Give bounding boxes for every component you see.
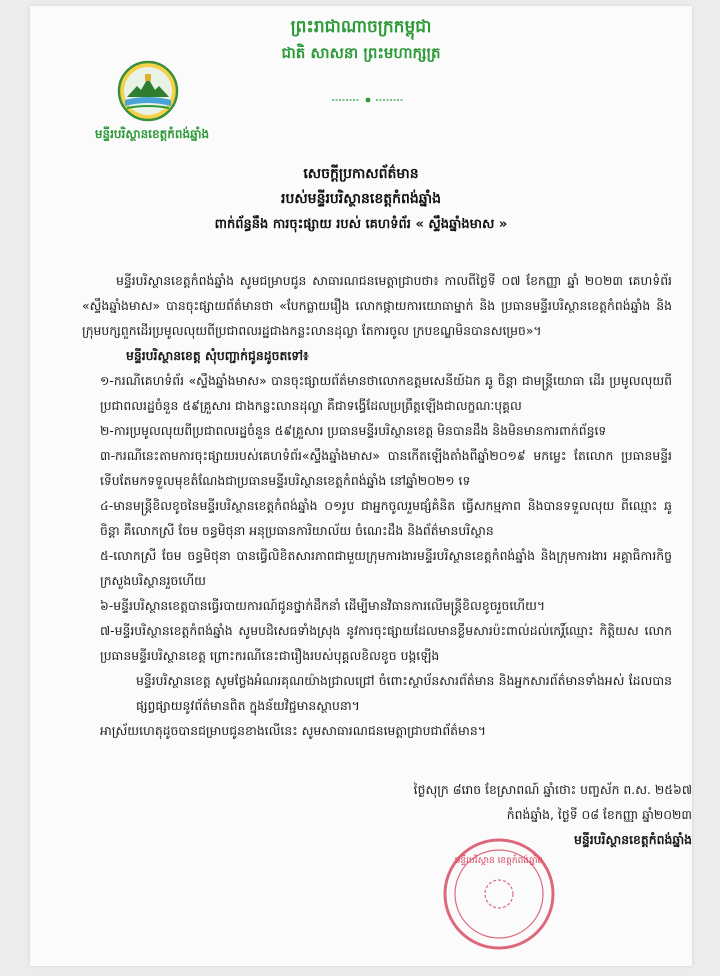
seal-text: មន្ទីរបរិស្ថាន ខេត្តកំពង់ឆ្នាំង xyxy=(454,856,544,866)
signer-title: មន្ទីរបរិស្ថានខេត្តកំពង់ឆ្នាំង xyxy=(574,832,692,847)
kingdom-header xyxy=(30,14,692,66)
national-motto: ជាតិ សាសនា ព្រះមហាក្សត្រ xyxy=(281,44,441,62)
closing-paragraph: អាស្រ័យហេតុដូចបានជម្រាបជូនខាងលើនេះ សូមសាធារណជនមេត្តាជ្រាបជាព័ត៌មាន។ xyxy=(100,723,486,738)
clarification-heading: មន្ទីរបរិស្ថានខេត្ត សុំបញ្ជាក់ជូនដូចតទៅ៖ xyxy=(126,348,309,363)
list-item-4: ៤-មានមន្ត្រីខិលខូចនៃមន្ទីរបរិស្ថានខេត្តកំពង់ឆ្នាំង ០១រូប ជាអ្នកចូលរួមផ្សំគំនិត ធ្វើសកម្មភាព និងបានទទួលលុយ ពីឈ្មោះ ឆូ ចិន្តា គឺលោកស្រី ចែម ចន្ធមិថុនា អនុប្រធានការិយាល័យ ចំណេះដឹង និងព័ត៌មានបរិស្ថាន xyxy=(100,498,672,538)
list-item-5: ៥-លោកស្រី ចែម ចន្ធមិថុនា បានធ្វើលិខិតសារភាពជាមួយក្រុមការងារមន្ទីរបរិស្ថានខេត្តកំពង់ឆ្នាំង និងក្រុមការងារ អគ្គាធិការកិច្ចក្រសួងបរិស្ថានរួចហើយ xyxy=(100,548,672,588)
place-date: កំពង់ឆ្នាំង, ថ្ងៃទី ០៨ ខែកញ្ញា ឆ្នាំ២០២៣ xyxy=(506,807,692,822)
lunar-date: ថ្ងៃសុក្រ ៨រោច ខែស្រាពណ៍ ឆ្នាំថោះ បញ្ចស័ក ព.ស. ២៥៦៧ xyxy=(413,782,692,797)
title-line-3: ពាក់ព័ន្ធនឹង ការចុះផ្សាយ របស់ គេហទំព័រ « ស្ទឹងឆ្នាំងមាស » xyxy=(214,217,508,232)
announcement-title xyxy=(30,162,692,237)
intro-paragraph: មន្ទីរបរិស្ថានខេត្តកំពង់ឆ្នាំង សូមជម្រាបជូន សាធារណជនមេត្តាជ្រាបថា៖ កាលពីថ្ងៃទី ០៧ ខែកញ្ញា ឆ្នាំ ២០២៣ គេហទំព័រ «ស្ទឹងឆ្នាំងមាស» បានចុះផ្សាយព័ត៌មានថា «បែកធ្លាយរឿង លោកផ្កាយការយោធាម្នាក់ និង ប្រធានមន្ទីរបរិស្ថានខេត្តកំពង់ឆ្នាំង និងក្រុមបក្សពួកដើរប្រមូលលុយពីប្រជាពលរដ្ឋជាងកន្លះលានដុល្លា តែការចូល ក្របខណ្ឌមិនបានសម្រេច»។ xyxy=(82,273,672,338)
document-page xyxy=(30,6,692,966)
thanks-paragraph: មន្ទីរបរិស្ថានខេត្ត សូមថ្លែងអំណរគុណយ៉ាងជ្រាលជ្រៅ ចំពោះស្ថាប័នសារព័ត៌មាន និងអ្នកសារព័ត៌មានទាំងអស់ ដែលបានផ្សព្វផ្សាយនូវព័ត៌មានពិត ក្នុងន័យវិជ្ជមានស្ថាបនា។ xyxy=(136,673,672,713)
kingdom-name: ព្រះរាជាណាចក្រកម្ពុជា xyxy=(290,17,432,37)
list-item-7: ៧-មន្ទីរបរិស្ថានខេត្តកំពង់ឆ្នាំង សូមបដិសេធទាំងស្រុង នូវការចុះផ្សាយដែលមានខ្លឹមសារប៉ះពាល់ដល់កេរ្តិ៍ឈ្មោះ កិត្តិយស លោកប្រធានមន្ទីរបរិស្ថានខេត្ត ព្រោះករណីនេះជារឿងរបស់បុគ្គលខិលខូច បង្កឡើង xyxy=(100,623,672,663)
list-item-6: ៦-មន្ទីរបរិស្ថានខេត្តបានធ្វើរបាយការណ៍ជូនថ្នាក់ដឹកនាំ ដើម្បីមានវិធានការលើមន្ត្រីខិលខូចរួចហើយ។ xyxy=(100,598,546,613)
ornament-divider xyxy=(330,97,406,103)
official-seal-icon xyxy=(441,836,557,952)
list-item-3: ៣-ករណីនេះតាមការចុះផ្សាយរបស់គេហទំព័រ«ស្ទឹងឆ្នាំងមាស» បានកើតឡើងតាំងពីឆ្នាំ២០១៩ មកម្លេះ តែលោក ប្រធានមន្ទីរ ទើបតែមកទទួលមុខតំណែងជាប្រធានមន្ទីរបរិស្ថានខេត្តកំពង់ឆ្នាំង នៅឆ្នាំ២០២១ ទេ xyxy=(100,448,672,488)
title-line-1: សេចក្ដីប្រកាសព័ត៌មាន xyxy=(303,166,419,182)
announcement-body xyxy=(82,268,672,743)
list-item-1: ១-ករណីគេហទំព័រ «ស្ទឹងឆ្នាំងមាស» បានចុះផ្សាយព័ត៌មានថាលោកឧត្តមសេនីយ៍ឯក ឆូ ចិន្តា ជាមន្ត្រីយោធា ដើរ ប្រមូលលុយពីប្រជាពលរដ្ឋចំនួន ៥៩គ្រួសារ ជាងកន្លះលានដុល្លា គឺជាទង្វើដែលប្រព្រឹត្តឡើងជាលក្ខណៈបុគ្គល xyxy=(100,373,672,413)
title-line-2: របស់មន្ទីរបរិស្ថានខេត្តកំពង់ឆ្នាំង xyxy=(281,191,441,207)
ministry-logo-icon xyxy=(117,60,179,122)
list-item-2: ២-ការប្រមូលលុយពីប្រជាពលរដ្ឋចំនួន ៥៩គ្រួសារ ប្រធានមន្ទីរបរិស្ថានខេត្ត មិនបានដឹង និងមិនមានការពាក់ព័ន្ធទេ xyxy=(100,423,607,438)
department-name: មន្ទីរបរិស្ថានខេត្តកំពង់ឆ្នាំង xyxy=(94,127,210,141)
